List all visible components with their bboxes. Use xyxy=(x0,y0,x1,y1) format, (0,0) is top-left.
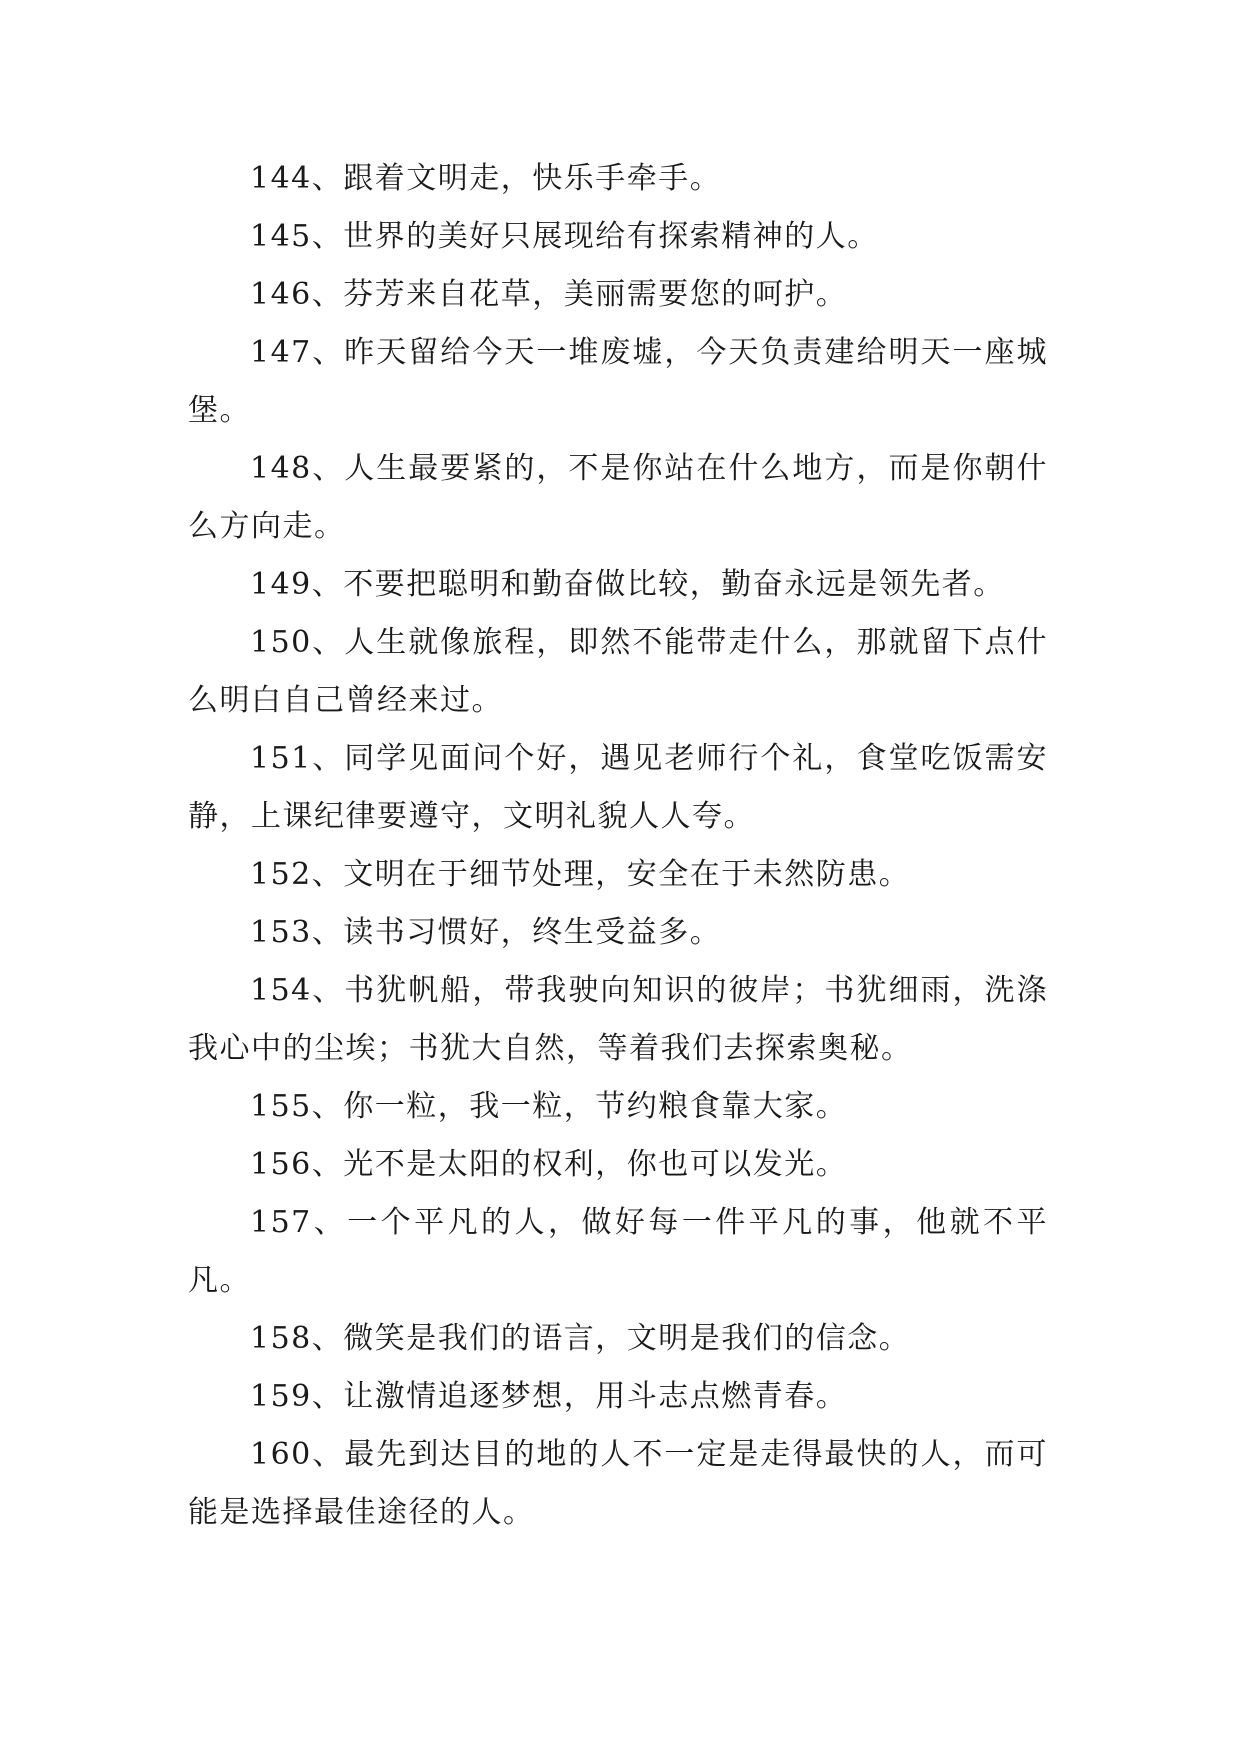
paragraph: 147、昨天留给今天一堆废墟，今天负责建给明天一座城堡。 xyxy=(188,335,1048,428)
paragraph: 145、世界的美好只展现给有探索精神的人。 xyxy=(250,219,879,254)
paragraph: 155、你一粒，我一粒，节约粮食靠大家。 xyxy=(250,1089,848,1124)
paragraph: 144、跟着文明走，快乐手牵手。 xyxy=(250,161,722,196)
paragraph: 158、微笑是我们的语言，文明是我们的信念。 xyxy=(250,1321,911,1356)
paragraph: 154、书犹帆船，带我驶向知识的彼岸；书犹细雨，洗涤我心中的尘埃；书犹大自然，等着我们去探索奥秘。 xyxy=(188,973,1048,1066)
paragraph: 160、最先到达目的地的人不一定是走得最快的人，而可能是选择最佳途径的人。 xyxy=(188,1437,1048,1530)
paragraph: 149、不要把聪明和勤奋做比较，勤奋永远是领先者。 xyxy=(250,567,1005,602)
paragraph: 152、文明在于细节处理，安全在于未然防患。 xyxy=(250,857,911,892)
paragraph: 159、让激情追逐梦想，用斗志点燃青春。 xyxy=(250,1379,848,1414)
paragraph: 148、人生最要紧的，不是你站在什么地方，而是你朝什么方向走。 xyxy=(188,451,1048,544)
paragraph: 153、读书习惯好，终生受益多。 xyxy=(250,915,722,950)
paragraph: 151、同学见面问个好，遇见老师行个礼，食堂吃饭需安静，上课纪律要遵守，文明礼貌人人夸。 xyxy=(188,741,1048,834)
paragraph: 146、芬芳来自花草，美丽需要您的呵护。 xyxy=(250,277,848,312)
paragraph: 157、一个平凡的人，做好每一件平凡的事，他就不平凡。 xyxy=(188,1205,1048,1298)
paragraph: 156、光不是太阳的权利，你也可以发光。 xyxy=(250,1147,848,1182)
document-body xyxy=(188,150,1048,1542)
paragraph: 150、人生就像旅程，即然不能带走什么，那就留下点什么明白自己曾经来过。 xyxy=(188,625,1048,718)
